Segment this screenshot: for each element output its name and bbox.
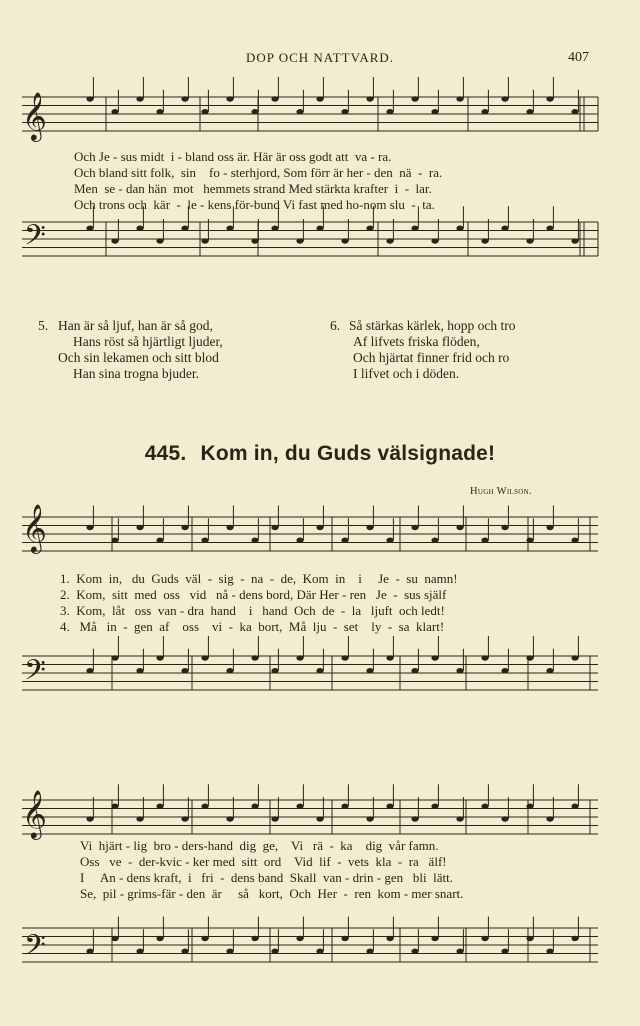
note-head: [271, 96, 278, 101]
note-head: [501, 668, 508, 673]
note-head: [111, 936, 118, 941]
verse-line: Han sina trogna bjuder.: [73, 366, 199, 381]
treble-clef-icon: 𝄞: [22, 789, 47, 838]
note-head: [156, 538, 163, 543]
page-number: 407: [568, 50, 589, 65]
note-head: [366, 949, 373, 954]
lyric-line: 2. Kom, sitt med oss vid nå - dens bord, Där Her - ren Je - sus själf: [60, 587, 447, 602]
note-head: [546, 668, 553, 673]
note-head: [431, 936, 438, 941]
verse-line: Och hjärtat finner frid och ro: [353, 350, 510, 365]
note-head: [386, 538, 393, 543]
note-head: [386, 655, 393, 660]
lyric-line: 4. Må in - gen af oss vi - ka bort, Må lju - set ly - sa klart!: [60, 619, 445, 634]
note-head: [526, 655, 533, 660]
note-head: [251, 238, 258, 243]
note-head: [341, 238, 348, 243]
note-head: [86, 525, 93, 530]
note-head: [296, 804, 303, 809]
note-head: [111, 804, 118, 809]
note-head: [571, 238, 578, 243]
note-head: [111, 109, 118, 114]
note-head: [316, 668, 323, 673]
note-head: [546, 525, 553, 530]
note-head: [181, 525, 188, 530]
note-head: [181, 949, 188, 954]
note-head: [296, 538, 303, 543]
note-head: [501, 525, 508, 530]
note-head: [571, 655, 578, 660]
note-head: [226, 668, 233, 673]
note-head: [316, 96, 323, 101]
note-head: [316, 816, 323, 821]
note-head: [546, 949, 553, 954]
note-head: [111, 538, 118, 543]
note-head: [501, 949, 508, 954]
note-head: [546, 816, 553, 821]
treble-clef-icon: 𝄞: [22, 91, 47, 140]
note-head: [136, 525, 143, 530]
note-head: [481, 238, 488, 243]
note-head: [156, 655, 163, 660]
note-head: [136, 816, 143, 821]
note-head: [251, 538, 258, 543]
note-head: [156, 238, 163, 243]
note-head: [341, 655, 348, 660]
verse-line: Och sin lekamen och sitt blod: [58, 350, 219, 365]
note-head: [411, 949, 418, 954]
note-head: [156, 804, 163, 809]
note-head: [366, 816, 373, 821]
note-head: [201, 238, 208, 243]
note-head: [366, 96, 373, 101]
note-head: [251, 804, 258, 809]
note-head: [156, 109, 163, 114]
note-head: [571, 109, 578, 114]
note-head: [316, 525, 323, 530]
treble-clef-icon: 𝄞: [22, 503, 47, 552]
note-head: [201, 655, 208, 660]
note-head: [341, 109, 348, 114]
note-head: [571, 538, 578, 543]
hymn-title-text: Kom in, du Guds välsignade!: [200, 442, 496, 465]
note-head: [316, 949, 323, 954]
note-head: [86, 226, 93, 231]
note-head: [546, 96, 553, 101]
note-head: [501, 226, 508, 231]
note-head: [201, 936, 208, 941]
verse-number: 6.: [330, 318, 341, 333]
lyric-line: Oss ve - der-kvic - ker med sitt ord Vid lif - vets kla - ra älf!: [80, 854, 447, 869]
lyric-line: I An - dens kraft, i fri - dens band Skall van - drin - gen bli lätt.: [80, 870, 453, 885]
staff-lines: [22, 97, 598, 962]
note-head: [251, 936, 258, 941]
note-head: [201, 109, 208, 114]
note-head: [411, 226, 418, 231]
note-head: [456, 226, 463, 231]
note-head: [181, 226, 188, 231]
note-head: [411, 668, 418, 673]
note-head: [481, 538, 488, 543]
note-head: [526, 804, 533, 809]
note-head: [386, 936, 393, 941]
note-head: [526, 538, 533, 543]
note-head: [181, 668, 188, 673]
lyric-line: Och bland sitt folk, sin fo - sterhjord, Som förr är her - den nä - ra.: [74, 165, 443, 180]
note-head: [546, 226, 553, 231]
note-head: [251, 655, 258, 660]
note-head: [136, 668, 143, 673]
lyric-line: 1. Kom in, du Guds väl - sig - na - de, Kom in i Je - su namn!: [60, 571, 458, 586]
note-head: [366, 226, 373, 231]
note-head: [501, 96, 508, 101]
composer: Hugh Wilson.: [470, 486, 532, 497]
note-head: [296, 109, 303, 114]
note-head: [456, 949, 463, 954]
note-head: [386, 804, 393, 809]
lyric-line: 3. Kom, låt oss van - dra hand i hand Och de - la ljuft och ledt!: [60, 603, 445, 618]
note-head: [431, 655, 438, 660]
verse-line: Så stärkas kärlek, hopp och tro: [349, 318, 516, 333]
verse-line: I lifvet och i döden.: [353, 366, 460, 381]
note-head: [431, 538, 438, 543]
note-head: [456, 525, 463, 530]
note-head: [251, 109, 258, 114]
bass-clef-icon: 𝄢: [24, 219, 46, 259]
note-head: [271, 226, 278, 231]
note-head: [481, 655, 488, 660]
hymn-number: 445.: [144, 442, 187, 465]
note-head: [181, 816, 188, 821]
running-header: DOP OCH NATTVARD.: [245, 50, 395, 65]
note-head: [296, 655, 303, 660]
note-head: [226, 816, 233, 821]
lyric-line: Men se - dan hän mot hemmets strand Med stärkta krafter i - lar.: [74, 181, 432, 196]
note-head: [526, 109, 533, 114]
note-head: [86, 96, 93, 101]
lyric-line: Vi hjärt - lig bro - ders-hand dig ge, Vi rä - ka dig vår famn.: [80, 838, 439, 853]
note-head: [366, 668, 373, 673]
verse-number: 5.: [38, 318, 49, 333]
note-head: [181, 96, 188, 101]
note-head: [271, 668, 278, 673]
note-head: [226, 96, 233, 101]
note-head: [526, 238, 533, 243]
note-head: [571, 804, 578, 809]
note-head: [481, 804, 488, 809]
note-head: [86, 668, 93, 673]
note-head: [411, 96, 418, 101]
note-head: [136, 226, 143, 231]
verse-line: Af lifvets friska flöden,: [353, 334, 480, 349]
note-head: [526, 936, 533, 941]
note-head: [386, 238, 393, 243]
note-head: [156, 936, 163, 941]
note-head: [411, 816, 418, 821]
note-head: [226, 949, 233, 954]
note-head: [501, 816, 508, 821]
note-head: [456, 816, 463, 821]
note-head: [341, 936, 348, 941]
note-head: [386, 109, 393, 114]
note-head: [431, 109, 438, 114]
note-head: [456, 96, 463, 101]
note-head: [271, 525, 278, 530]
note-head: [201, 538, 208, 543]
note-head: [136, 949, 143, 954]
note-head: [366, 525, 373, 530]
note-head: [296, 238, 303, 243]
note-head: [86, 816, 93, 821]
note-head: [111, 655, 118, 660]
note-head: [341, 538, 348, 543]
note-head: [481, 936, 488, 941]
note-head: [226, 525, 233, 530]
note-head: [341, 804, 348, 809]
verse-line: Hans röst så hjärtligt ljuder,: [73, 334, 223, 349]
lyric-line: Och Je - sus midt i - bland oss är. Här är oss godt att va - ra.: [74, 149, 392, 164]
lyric-line: Se, pil - grims-fär - den är så kort, Och Her - ren kom - mer snart.: [80, 886, 464, 901]
note-head: [411, 525, 418, 530]
note-head: [571, 936, 578, 941]
note-head: [316, 226, 323, 231]
note-head: [201, 804, 208, 809]
note-head: [136, 96, 143, 101]
bass-clef-icon: 𝄢: [24, 654, 46, 694]
note-head: [431, 804, 438, 809]
note-head: [86, 949, 93, 954]
bass-clef-icon: 𝄢: [24, 929, 46, 969]
note-head: [271, 816, 278, 821]
note-head: [296, 936, 303, 941]
note-head: [226, 226, 233, 231]
note-head: [111, 238, 118, 243]
note-head: [481, 109, 488, 114]
lyric-line: Och trons och kär - le - kens för-bund Vi fast med ho-nom slu - ta.: [74, 197, 435, 212]
note-head: [431, 238, 438, 243]
hymn-title: [0, 442, 640, 466]
note-head: [271, 949, 278, 954]
verse-line: Han är så ljuf, han är så god,: [58, 318, 213, 333]
note-head: [456, 668, 463, 673]
